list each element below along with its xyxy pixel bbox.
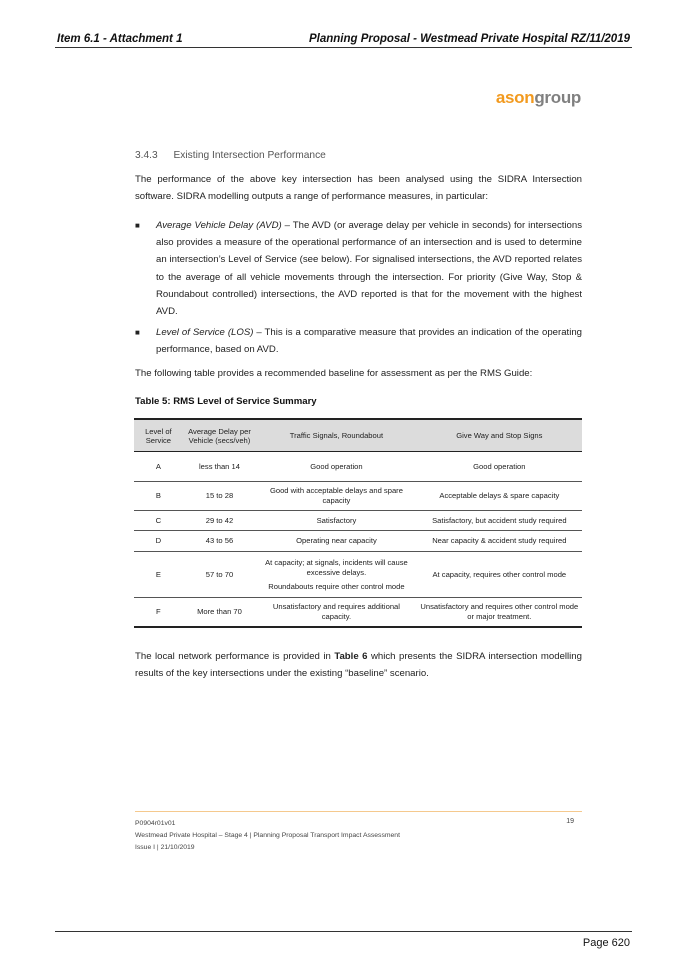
footer-divider	[135, 811, 582, 812]
bullet-term: Level of Service (LOS)	[156, 327, 254, 338]
section-number: 3.4.3	[135, 150, 158, 161]
footer-project: Westmead Private Hospital – Stage 4 | Planning Proposal Transport Impact Assessment	[135, 832, 400, 839]
header-divider	[55, 47, 632, 48]
table-row	[134, 552, 582, 598]
table-cell: A	[134, 452, 183, 482]
table-cell: 57 to 70	[183, 552, 257, 598]
table-header-row	[134, 419, 582, 452]
table-cell-text: At capacity; at signals, incidents will cause excessive delays.	[265, 557, 408, 577]
bullet-square-icon: ■	[135, 221, 140, 230]
bullet-term: Average Vehicle Delay (AVD)	[156, 220, 282, 231]
section-title: Existing Intersection Performance	[173, 150, 326, 161]
table-caption: Table 5: RMS Level of Service Summary	[135, 396, 317, 407]
col-header-signals: Traffic Signals, Roundabout	[256, 419, 416, 452]
table-cell: Satisfactory, but accident study required	[417, 511, 582, 531]
closing-paragraph: The local network performance is provided in Table 6 which presents the SIDRA intersection modelling results of the key intersections under the existing “baseline” scenario.	[135, 651, 582, 680]
table-cell: B	[134, 482, 183, 511]
col-header-giveway: Give Way and Stop Signs	[417, 419, 582, 452]
table-cell-note: Roundabouts require other control mode	[268, 581, 405, 591]
header-attachment-label: Item 6.1 - Attachment 1	[57, 33, 183, 45]
bullet-text: – The AVD (or average delay per vehicle in seconds) for intersections also provides a measure of the operational performance of an intersection and is used to determine an intersection’s Level of Service (see below). For signalised intersections, the AVD reported relates to the average of all vehicle movements through the intersection. For priority (Give Way, Stop & Roundabout controlled) intersections, the AVD reported is that for the movement with the highest AVD.	[156, 220, 583, 318]
bullet-item-los	[135, 324, 582, 358]
intro-paragraph: The performance of the above key intersection has been analysed using the SIDRA Intersection software. SIDRA modelling outputs a range of performance measures, in particular:	[135, 174, 582, 203]
header-document-title: Planning Proposal - Westmead Private Hospital RZ/11/2019	[308, 33, 630, 45]
table-row	[134, 511, 582, 531]
table-cell: 43 to 56	[183, 531, 257, 552]
table-cell: 29 to 42	[183, 511, 257, 531]
col-header-delay: Average Delay per Vehicle (secs/veh)	[183, 419, 257, 452]
table-cell: Good operation	[256, 452, 416, 482]
table-cell: D	[134, 531, 183, 552]
table-cell: C	[134, 511, 183, 531]
table-cell: Acceptable delays & spare capacity	[417, 482, 582, 511]
table-cell: F	[134, 598, 183, 627]
table-cell: Satisfactory	[256, 511, 416, 531]
document-page-number: 19	[566, 818, 574, 825]
bottom-divider	[55, 931, 632, 932]
table-cell: Good with acceptable delays and spare capacity	[256, 482, 416, 511]
table-cell: More than 70	[183, 598, 257, 627]
table-cell: 15 to 28	[183, 482, 257, 511]
baseline-paragraph: The following table provides a recommended baseline for assessment as per the RMS Guide:	[135, 368, 533, 379]
table-cell: Unsatisfactory and requires additional capacity.	[256, 598, 416, 627]
table-row	[134, 531, 582, 552]
table-cell: At capacity, requires other control mode	[417, 552, 582, 598]
table-row	[134, 482, 582, 511]
table-cell: Near capacity & accident study required	[417, 531, 582, 552]
table-cell: Good operation	[417, 452, 582, 482]
table-cell: Operating near capacity	[256, 531, 416, 552]
page-label: Page 620	[582, 937, 630, 949]
footer-reference: P0904r01v01	[135, 820, 176, 827]
table-cell: Unsatisfactory and requires other control mode or major treatment.	[417, 598, 582, 627]
bullet-square-icon: ■	[135, 328, 140, 337]
table-cell	[256, 552, 416, 598]
footer-issue: Issue I | 21/10/2019	[135, 844, 195, 851]
table-row	[134, 452, 582, 482]
bullet-text: – This is a comparative measure that provides an indication of the operating performance, based on AVD.	[156, 327, 582, 356]
los-summary-table	[134, 418, 582, 628]
table-row	[134, 598, 582, 627]
section-heading	[135, 150, 326, 161]
ason-group-logo: asongroup	[495, 88, 581, 107]
col-header-los: Level of Service	[134, 419, 183, 452]
table-reference: Table 6	[334, 651, 368, 662]
table-cell: E	[134, 552, 183, 598]
table-cell: less than 14	[183, 452, 257, 482]
bullet-item-avd	[135, 217, 582, 320]
